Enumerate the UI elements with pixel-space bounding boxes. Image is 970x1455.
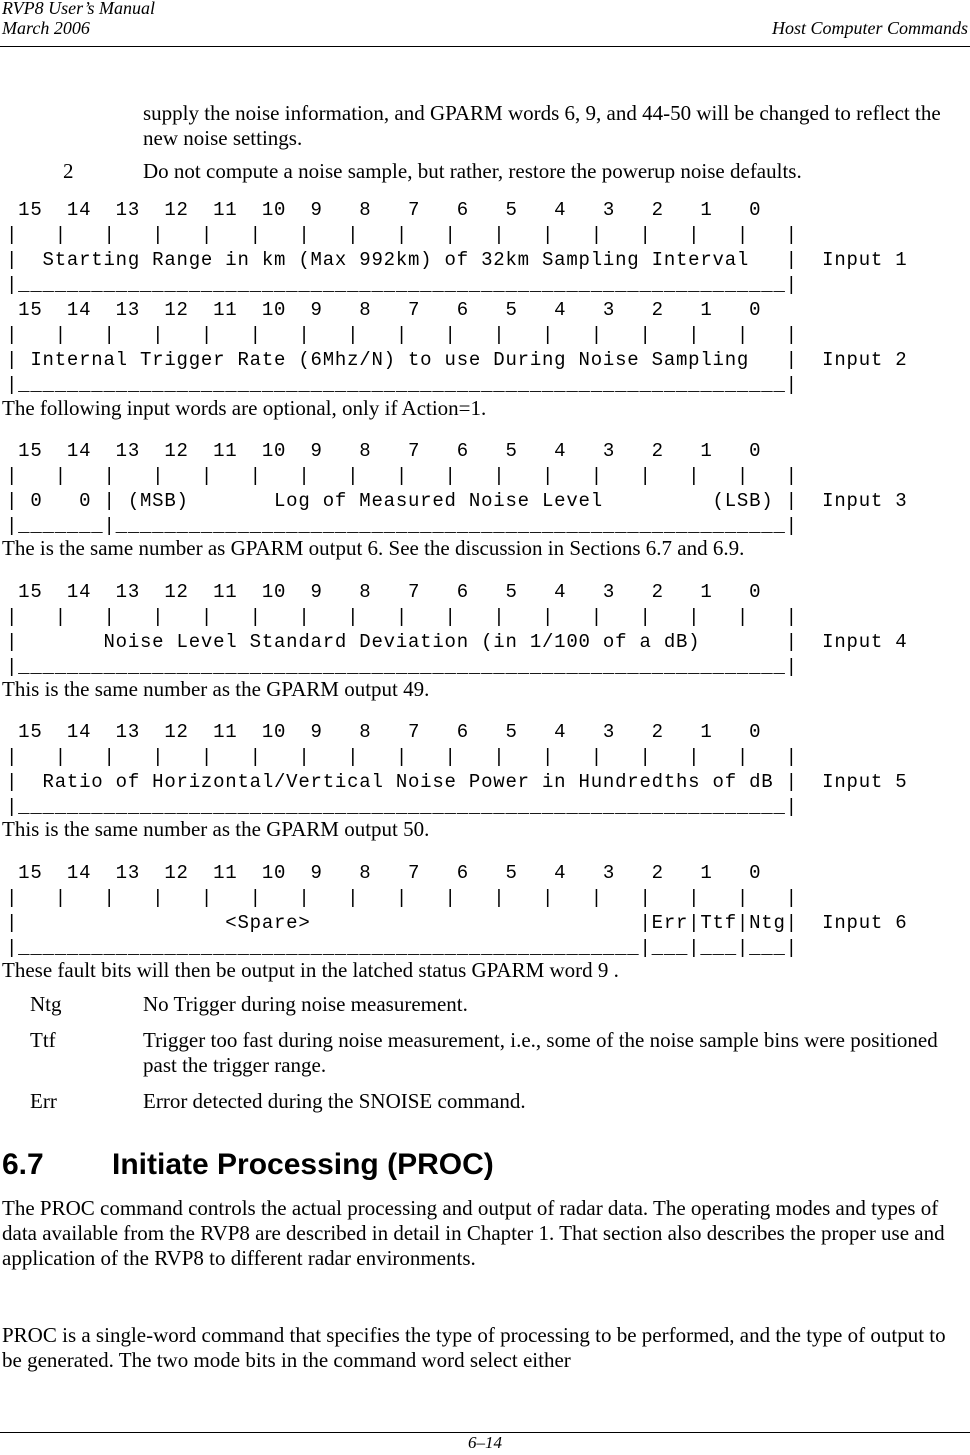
- manual-title: RVP8 User’s Manual: [2, 0, 155, 18]
- section-heading: [2, 1147, 494, 1183]
- input-4-note: This is the same number as the GPARM output 49.: [2, 677, 430, 701]
- section-title: Initiate Processing (PROC): [112, 1148, 494, 1181]
- input-5-note: This is the same number as the GPARM output 50.: [2, 817, 430, 841]
- intro-paragraph: supply the noise information, and GPARM words 6, 9, and 44-50 will be changed to reflect the new noise settings.: [143, 101, 941, 150]
- def-text-ntg: No Trigger during noise measurement.: [143, 992, 468, 1016]
- def-term-ntg: Ntg: [30, 992, 62, 1016]
- section-paragraph-2: PROC is a single-word command that specifies the type of processing to be performed, and the type of output to be generated. The two mode bits in the command word select either: [2, 1323, 946, 1372]
- fault-note: These fault bits will then be output in the latched status GPARM word 9 .: [2, 958, 619, 982]
- item-number: 2: [63, 159, 74, 183]
- bitfield-input-3: 15 14 13 12 11 10 9 8 7 6 5 4 3 2 1 0 | | | | | | | | | | | | | | | | | | 0 0 | (MSB) Log of Measured Noise Level (LSB) | Input 3 |_______|_______________________________________________________|: [6, 440, 908, 537]
- manual-date: March 2006: [2, 18, 90, 38]
- section-number: 6.7: [2, 1148, 44, 1181]
- input-3-note: The is the same number as GPARM output 6. See the discussion in Sections 6.7 and 6.9.: [2, 536, 745, 560]
- page-header: [0, 0, 970, 47]
- header-left: [2, 0, 155, 38]
- item-text: Do not compute a noise sample, but rather, restore the powerup noise defaults.: [143, 159, 802, 183]
- optional-note: The following input words are optional, only if Action=1.: [2, 396, 487, 420]
- bitfield-input-5: 15 14 13 12 11 10 9 8 7 6 5 4 3 2 1 0 | | | | | | | | | | | | | | | | | | Ratio of Horizontal/Vertical Noise Power in Hundredths of dB | Input 5 |_______________________________________________________________|: [6, 721, 908, 818]
- page-number: 6–14: [468, 1433, 502, 1452]
- def-text-err: Error detected during the SNOISE command.: [143, 1089, 526, 1113]
- def-text-ttf: Trigger too fast during noise measurement, i.e., some of the noise sample bins were positioned past the trigger range.: [143, 1028, 938, 1077]
- bitfield-input-1: 15 14 13 12 11 10 9 8 7 6 5 4 3 2 1 0 | | | | | | | | | | | | | | | | | | Starting Range in km (Max 992km) of 32km Sampling Interval | Input 1 |_______________________________________________________________|: [6, 199, 908, 296]
- section-paragraph-1: The PROC command controls the actual processing and output of radar data. The operating modes and types of data available from the RVP8 are described in detail in Chapter 1. That section also describes the proper use and application of the RVP8 to different radar environments.: [2, 1196, 945, 1270]
- bitfield-input-2: 15 14 13 12 11 10 9 8 7 6 5 4 3 2 1 0 | | | | | | | | | | | | | | | | | | Internal Trigger Rate (6Mhz/N) to use During Noise Sampling | Input 2 |_______________________________________________________________|: [6, 299, 908, 396]
- def-term-ttf: Ttf: [30, 1028, 56, 1052]
- chapter-title: Host Computer Commands: [771, 18, 968, 38]
- bitfield-input-4: 15 14 13 12 11 10 9 8 7 6 5 4 3 2 1 0 | | | | | | | | | | | | | | | | | | Noise Level Standard Deviation (in 1/100 of a dB) | Input 4 |_______________________________________________________________|: [6, 581, 908, 678]
- bitfield-input-6: 15 14 13 12 11 10 9 8 7 6 5 4 3 2 1 0 | | | | | | | | | | | | | | | | | | <Spare> |Err|Ttf|Ntg| Input 6 |___________________________________________________|___|___|___|: [6, 862, 908, 959]
- def-term-err: Err: [30, 1089, 57, 1113]
